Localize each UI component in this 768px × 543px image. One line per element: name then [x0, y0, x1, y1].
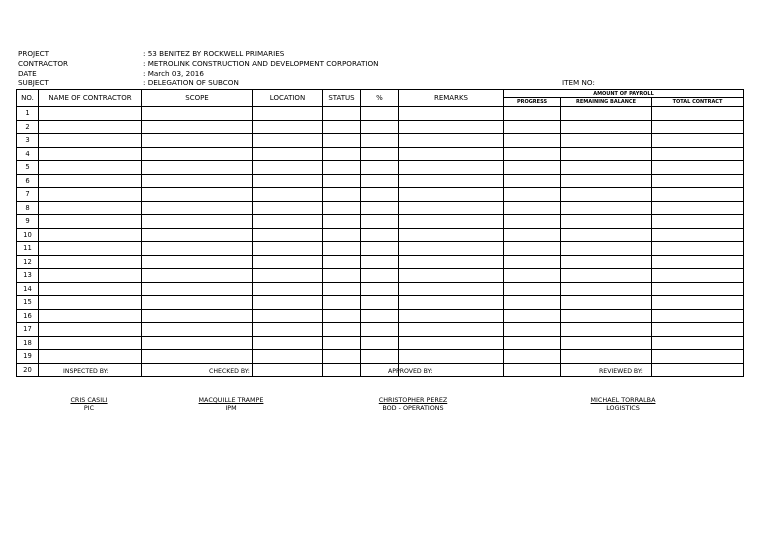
table-cell	[399, 242, 504, 256]
table-cell	[361, 309, 399, 323]
table-cell	[323, 228, 361, 242]
table-cell	[652, 107, 744, 121]
table-cell	[142, 336, 253, 350]
approver-block	[353, 396, 473, 412]
table-cell	[323, 296, 361, 310]
table-cell	[142, 215, 253, 229]
table-cell	[561, 134, 652, 148]
table-cell	[399, 161, 504, 175]
table-cell	[323, 282, 361, 296]
subject-label: SUBJECT	[18, 78, 49, 87]
row-number: 14	[17, 282, 39, 296]
table-cell	[504, 147, 561, 161]
table-cell	[361, 350, 399, 364]
table-cell	[253, 363, 323, 377]
table-cell	[652, 350, 744, 364]
row-number: 6	[17, 174, 39, 188]
table-cell	[39, 134, 142, 148]
col-total-header: TOTAL CONTRACT	[652, 98, 744, 107]
table-cell	[561, 201, 652, 215]
table-cell	[142, 350, 253, 364]
col-remaining-header: REMAINING BALANCE	[561, 98, 652, 107]
row-number: 3	[17, 134, 39, 148]
table-cell	[504, 282, 561, 296]
table-cell	[399, 309, 504, 323]
contractor-label: CONTRACTOR	[18, 59, 68, 68]
table-cell	[323, 174, 361, 188]
table-cell	[39, 147, 142, 161]
table-cell	[39, 120, 142, 134]
table-cell	[399, 269, 504, 283]
table-cell	[142, 174, 253, 188]
table-row	[17, 323, 744, 337]
table-cell	[39, 107, 142, 121]
table-cell	[504, 228, 561, 242]
table-cell	[361, 188, 399, 202]
table-cell	[142, 269, 253, 283]
table-cell	[652, 215, 744, 229]
table-cell	[399, 350, 504, 364]
table-cell	[142, 188, 253, 202]
col-progress-header: PROGRESS	[504, 98, 561, 107]
row-number: 11	[17, 242, 39, 256]
table-cell	[39, 161, 142, 175]
table-cell	[561, 350, 652, 364]
table-cell	[561, 269, 652, 283]
table-cell	[652, 134, 744, 148]
date-label: DATE	[18, 69, 37, 78]
table-cell	[253, 282, 323, 296]
table-cell	[361, 174, 399, 188]
col-location-header: LOCATION	[253, 90, 323, 107]
table-cell	[361, 134, 399, 148]
table-cell	[399, 336, 504, 350]
approver-title: BOD - OPERATIONS	[382, 404, 444, 412]
table-cell	[39, 228, 142, 242]
table-cell	[142, 201, 253, 215]
checker-name: MACQUILLE TRAMPE	[198, 396, 264, 404]
table-cell	[323, 309, 361, 323]
table-cell	[142, 134, 253, 148]
table-cell	[399, 147, 504, 161]
table-cell	[399, 228, 504, 242]
table-cell	[652, 228, 744, 242]
table-cell	[142, 323, 253, 337]
reviewer-block	[568, 396, 678, 412]
row-number: 17	[17, 323, 39, 337]
table-cell	[142, 296, 253, 310]
table-cell	[142, 309, 253, 323]
table-row	[17, 161, 744, 175]
row-number: 13	[17, 269, 39, 283]
inspector-name: CRIS CASILI	[70, 396, 108, 404]
table-cell	[361, 269, 399, 283]
row-number: 5	[17, 161, 39, 175]
table-cell	[361, 255, 399, 269]
table-cell	[504, 242, 561, 256]
table-cell	[253, 350, 323, 364]
table-row	[17, 309, 744, 323]
project-label: PROJECT	[18, 49, 50, 58]
inspector-block	[39, 396, 139, 412]
table-cell	[504, 363, 561, 377]
project-value: : 53 BENITEZ BY ROCKWELL PRIMARIES	[143, 49, 285, 58]
table-cell	[561, 255, 652, 269]
table-cell	[399, 120, 504, 134]
table-cell	[253, 134, 323, 148]
table-cell	[504, 188, 561, 202]
table-cell	[652, 188, 744, 202]
table-cell	[399, 134, 504, 148]
table-cell	[253, 107, 323, 121]
table-cell	[361, 147, 399, 161]
table-cell	[323, 255, 361, 269]
table-cell	[253, 215, 323, 229]
table-row	[17, 296, 744, 310]
table-cell	[399, 296, 504, 310]
table-row	[17, 147, 744, 161]
table-row	[17, 201, 744, 215]
table-cell	[323, 269, 361, 283]
table-cell	[323, 201, 361, 215]
table-cell	[39, 215, 142, 229]
table-cell	[504, 309, 561, 323]
row-number: 20	[17, 363, 39, 377]
col-amount-group-header: AMOUNT OF PAYROLL	[504, 90, 744, 98]
table-cell	[142, 255, 253, 269]
subject-value: : DELEGATION OF SUBCON	[143, 78, 239, 87]
row-number: 4	[17, 147, 39, 161]
table-row	[17, 255, 744, 269]
table-cell	[561, 296, 652, 310]
table-cell	[561, 228, 652, 242]
table-cell	[561, 323, 652, 337]
col-no-header: NO.	[17, 90, 39, 107]
table-cell	[504, 296, 561, 310]
table-cell	[253, 269, 323, 283]
table-cell	[39, 336, 142, 350]
table-cell	[253, 242, 323, 256]
table-cell	[253, 336, 323, 350]
checked-by-label: CHECKED BY:	[209, 368, 250, 375]
table-cell	[399, 174, 504, 188]
table-cell	[39, 269, 142, 283]
table-row	[17, 282, 744, 296]
table-cell	[504, 215, 561, 229]
table-cell	[323, 242, 361, 256]
table-cell	[142, 147, 253, 161]
table-cell	[652, 336, 744, 350]
reviewer-title: LOGISTICS	[606, 404, 640, 412]
table-cell	[39, 188, 142, 202]
table-cell	[253, 228, 323, 242]
table-cell	[561, 215, 652, 229]
table-cell	[561, 107, 652, 121]
checker-block	[176, 396, 286, 412]
table-cell	[652, 201, 744, 215]
row-number: 2	[17, 120, 39, 134]
table-cell	[253, 174, 323, 188]
table-row	[17, 242, 744, 256]
table-cell	[323, 147, 361, 161]
table-cell	[361, 107, 399, 121]
table-row	[17, 188, 744, 202]
table-cell	[399, 282, 504, 296]
table-cell	[361, 161, 399, 175]
table-cell	[561, 161, 652, 175]
table-cell	[142, 228, 253, 242]
table-cell	[504, 201, 561, 215]
table-cell	[142, 282, 253, 296]
col-remarks-header: REMARKS	[399, 90, 504, 107]
table-cell	[652, 363, 744, 377]
table-cell	[39, 282, 142, 296]
col-status-header: STATUS	[323, 90, 361, 107]
table-cell	[361, 296, 399, 310]
approver-name: CHRISTOPHER PEREZ	[378, 396, 448, 404]
table-cell	[39, 201, 142, 215]
table-cell	[361, 215, 399, 229]
table-cell	[323, 134, 361, 148]
table-cell	[399, 255, 504, 269]
table-cell	[561, 282, 652, 296]
row-number: 19	[17, 350, 39, 364]
table-cell	[652, 269, 744, 283]
subcon-table	[16, 89, 744, 377]
table-cell	[323, 107, 361, 121]
table-cell	[323, 363, 361, 377]
table-cell	[323, 120, 361, 134]
table-cell	[323, 323, 361, 337]
row-number: 8	[17, 201, 39, 215]
table-row	[17, 350, 744, 364]
table-cell	[323, 336, 361, 350]
approved-by-label: APPROVED BY:	[388, 368, 433, 375]
inspector-title: PIC	[83, 404, 95, 412]
table-cell	[361, 336, 399, 350]
table-cell	[652, 323, 744, 337]
table-cell	[323, 215, 361, 229]
table-cell	[253, 120, 323, 134]
table-cell	[361, 323, 399, 337]
table-cell	[39, 255, 142, 269]
table-cell	[561, 120, 652, 134]
row-number: 12	[17, 255, 39, 269]
table-cell	[253, 309, 323, 323]
table-cell	[253, 296, 323, 310]
table-cell	[652, 309, 744, 323]
table-cell	[323, 188, 361, 202]
table-cell	[504, 255, 561, 269]
table-cell	[504, 174, 561, 188]
contractor-value: : METROLINK CONSTRUCTION AND DEVELOPMENT CORPORATION	[143, 59, 379, 68]
table-cell	[561, 242, 652, 256]
table-cell	[504, 336, 561, 350]
table-cell	[253, 323, 323, 337]
table-cell	[39, 323, 142, 337]
table-cell	[399, 201, 504, 215]
table-cell	[361, 228, 399, 242]
table-row	[17, 228, 744, 242]
table-cell	[142, 242, 253, 256]
reviewer-name: MICHAEL TORRALBA	[590, 396, 656, 404]
table-cell	[561, 174, 652, 188]
table-cell	[504, 323, 561, 337]
table-cell	[253, 201, 323, 215]
table-cell	[652, 147, 744, 161]
col-scope-header: SCOPE	[142, 90, 253, 107]
table-cell	[504, 350, 561, 364]
table-row	[17, 174, 744, 188]
table-cell	[399, 188, 504, 202]
table-cell	[504, 161, 561, 175]
table-cell	[504, 134, 561, 148]
table-cell	[561, 188, 652, 202]
table-body	[17, 107, 744, 377]
table-cell	[652, 255, 744, 269]
table-cell	[253, 147, 323, 161]
table-cell	[39, 309, 142, 323]
row-number: 15	[17, 296, 39, 310]
table-cell	[323, 161, 361, 175]
table-cell	[561, 147, 652, 161]
table-cell	[652, 174, 744, 188]
table-cell	[361, 201, 399, 215]
table-cell	[361, 282, 399, 296]
inspected-by-label: INSPECTED BY:	[63, 368, 109, 375]
row-number: 18	[17, 336, 39, 350]
table-cell	[399, 215, 504, 229]
table-cell	[142, 161, 253, 175]
table-cell	[504, 120, 561, 134]
table-row	[17, 107, 744, 121]
reviewed-by-label: REVIEWED BY:	[599, 368, 643, 375]
table-cell	[652, 120, 744, 134]
table-row	[17, 120, 744, 134]
col-percent-header: %	[361, 90, 399, 107]
table-cell	[39, 296, 142, 310]
table-cell	[253, 188, 323, 202]
table-cell	[399, 107, 504, 121]
col-name-header: NAME OF CONTRACTOR	[39, 90, 142, 107]
table-cell	[561, 336, 652, 350]
table-cell	[39, 350, 142, 364]
item-no-label: ITEM NO:	[562, 78, 595, 87]
table-cell	[561, 309, 652, 323]
table-cell	[504, 107, 561, 121]
table-cell	[39, 174, 142, 188]
row-number: 9	[17, 215, 39, 229]
date-value: : March 03, 2016	[143, 69, 204, 78]
row-number: 1	[17, 107, 39, 121]
row-number: 10	[17, 228, 39, 242]
table-cell	[253, 161, 323, 175]
table-cell	[323, 350, 361, 364]
table-cell	[652, 296, 744, 310]
table-cell	[361, 120, 399, 134]
table-cell	[652, 282, 744, 296]
table-cell	[361, 242, 399, 256]
table-cell	[39, 242, 142, 256]
row-number: 16	[17, 309, 39, 323]
table-row	[17, 215, 744, 229]
table-cell	[399, 323, 504, 337]
row-number: 7	[17, 188, 39, 202]
table-row	[17, 269, 744, 283]
table-cell	[142, 107, 253, 121]
table-cell	[142, 120, 253, 134]
checker-title: IPM	[225, 404, 237, 412]
table-row	[17, 336, 744, 350]
table-cell	[504, 269, 561, 283]
table-cell	[253, 255, 323, 269]
table-row	[17, 134, 744, 148]
table-cell	[652, 242, 744, 256]
table-cell	[652, 161, 744, 175]
